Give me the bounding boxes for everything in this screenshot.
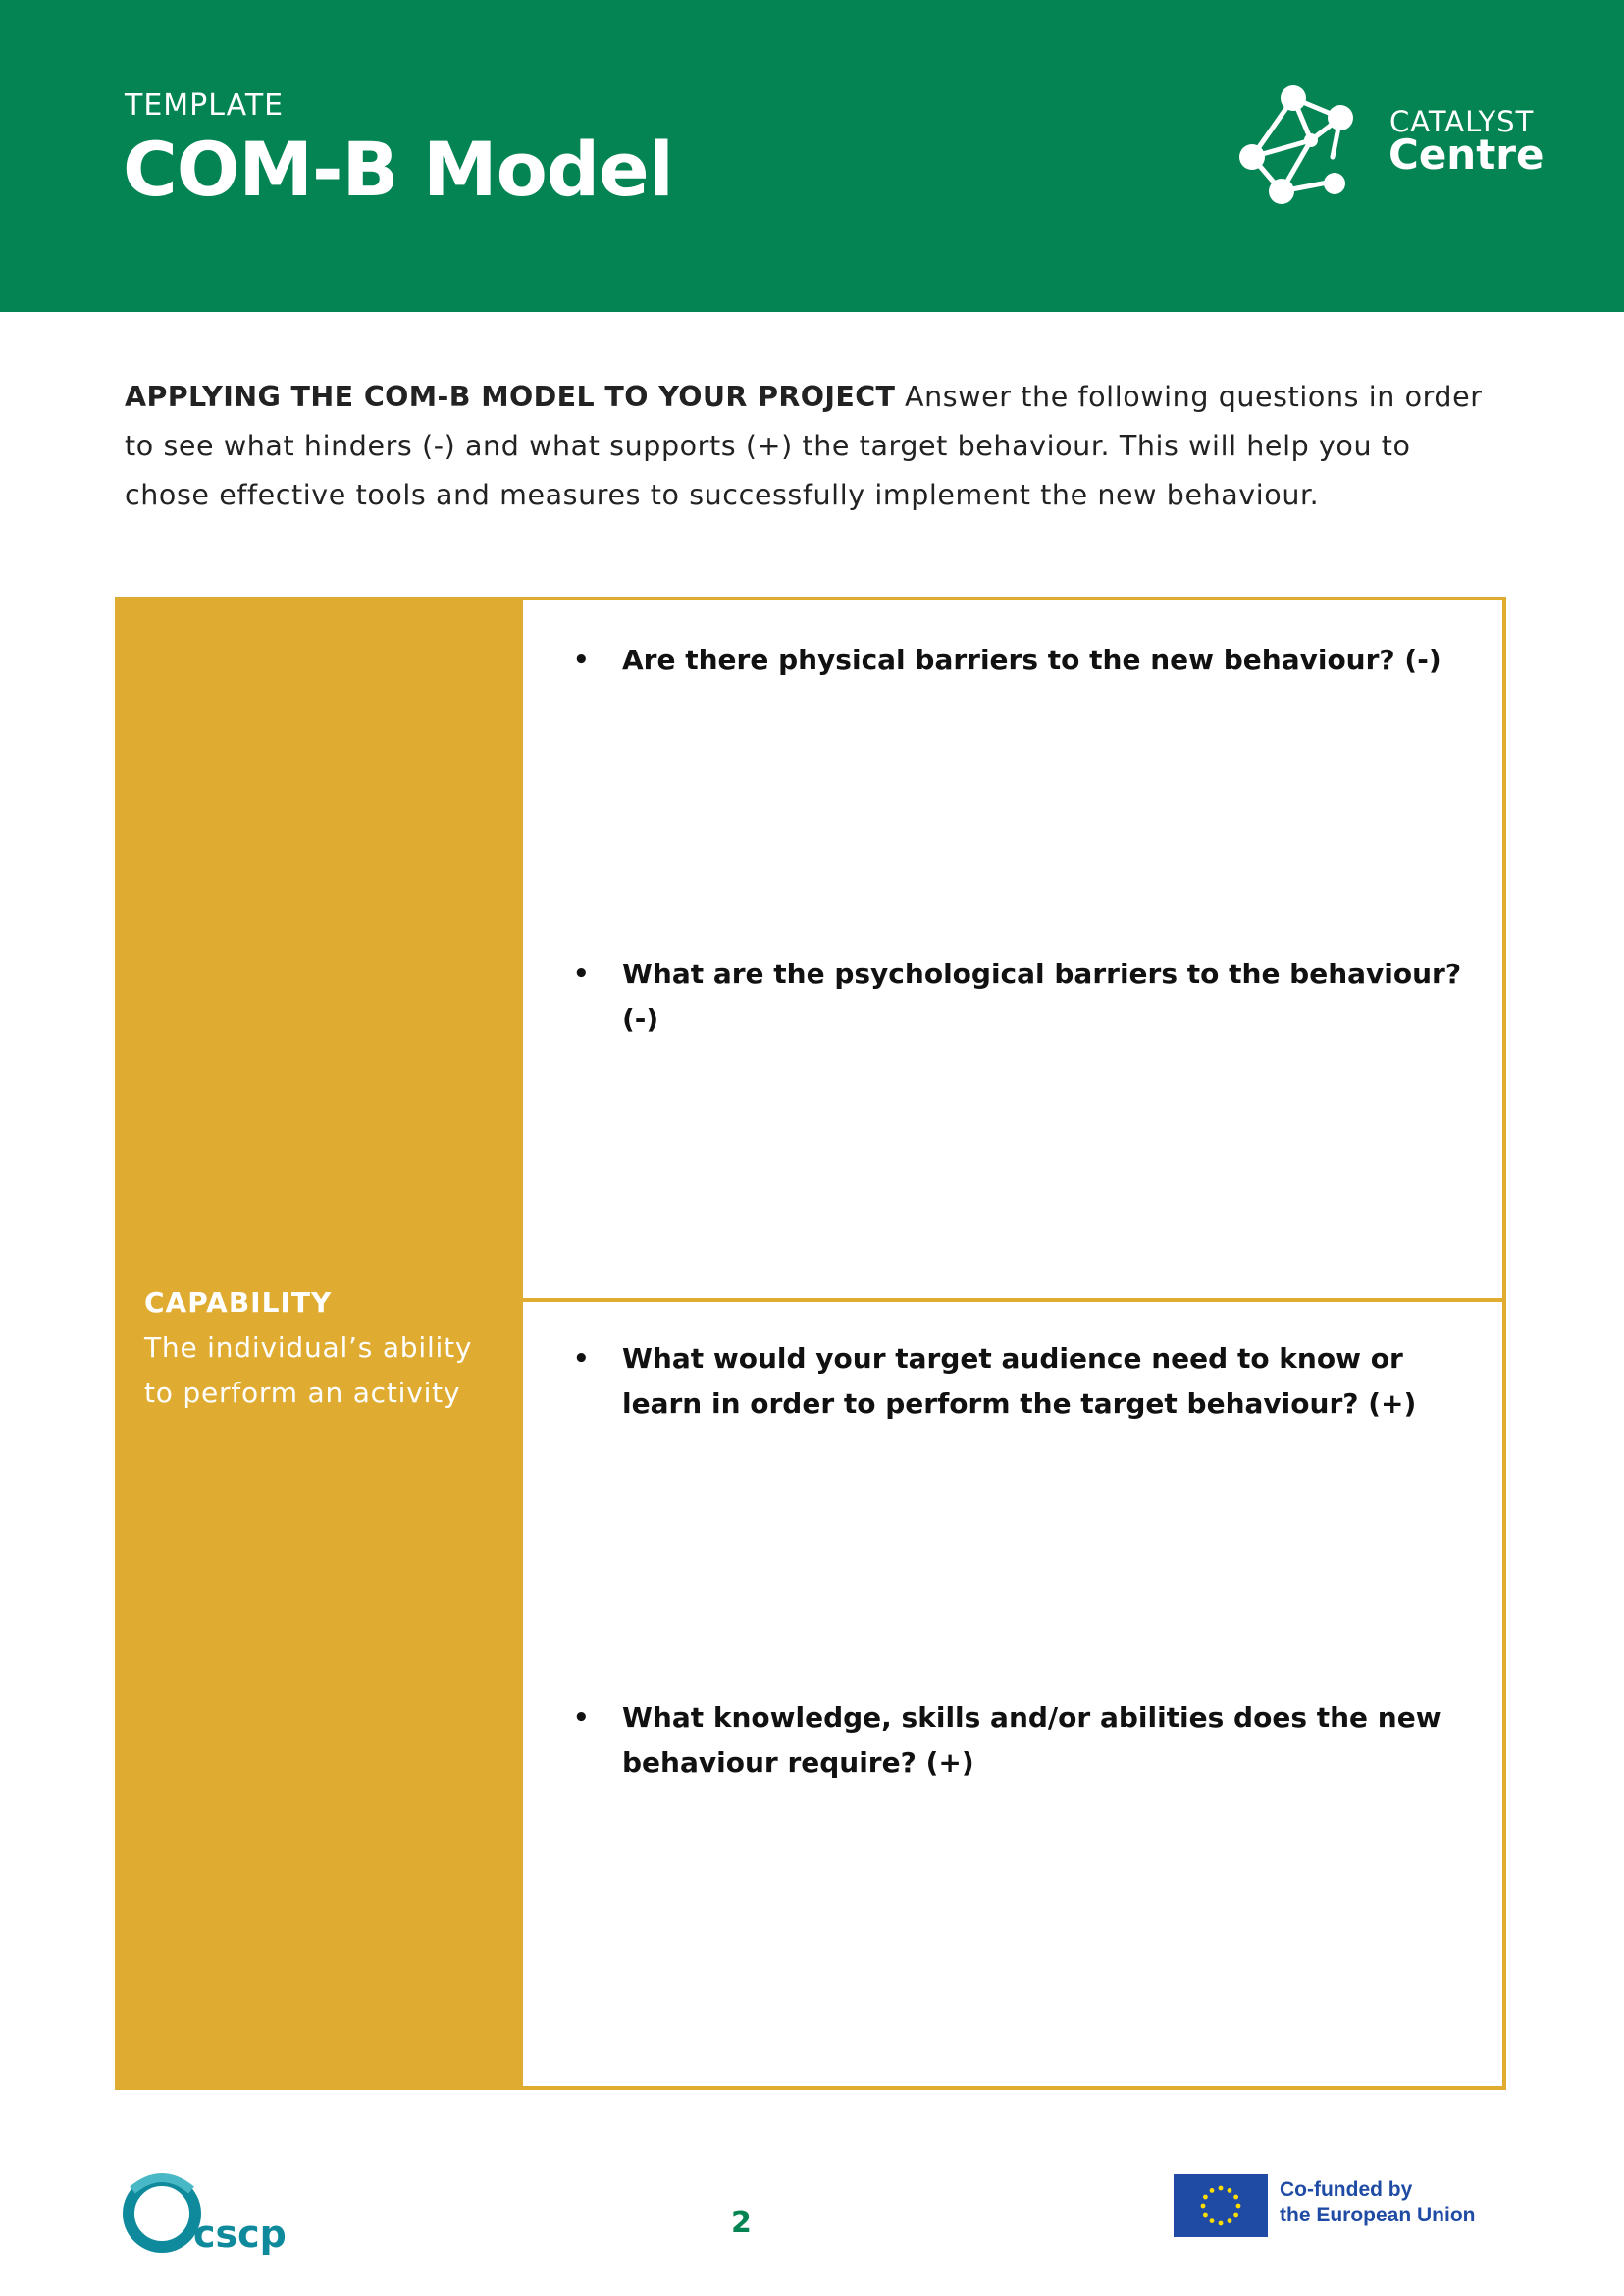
header-eyebrow: TEMPLATE [125,88,285,123]
logo-line-1: CATALYST [1389,105,1535,138]
network-molecule-icon [1225,74,1382,221]
question-text: What knowledge, skills and/or abilities does the new behaviour require? (+) [622,1701,1441,1779]
page-number: 2 [731,2206,752,2240]
capability-label [144,1280,472,1416]
intro-paragraph [125,373,1498,520]
question-text: What would your target audience need to know or learn in order to perform the target behaviour? (+) [622,1342,1417,1420]
capability-table [115,597,1506,2090]
row-divider [523,1298,1502,1302]
catalyst-centre-logo [1225,74,1545,221]
eu-flag-icon [1174,2174,1268,2237]
bullet-icon: • [573,1344,590,1374]
eu-cofunded-badge [1174,2174,1507,2239]
question-text: What are the psychological barriers to the behaviour? (-) [622,958,1462,1035]
question-item [573,952,1486,1042]
bullet-icon: • [573,646,590,675]
bullet-icon: • [573,960,590,989]
capability-side-panel [119,600,523,2086]
eu-text-line-1: Co-funded by [1280,2178,1413,2201]
logo-line-2: Centre [1388,130,1545,179]
intro-lead: APPLYING THE COM-B MODEL TO YOUR PROJECT [125,381,896,413]
svg-text:cscp: cscp [193,2213,287,2256]
question-text: Are there physical barriers to the new behaviour? (-) [622,644,1441,676]
page-title: COM-B Model [123,126,673,213]
cscp-logo [123,2170,289,2259]
question-item [573,1696,1486,1786]
bullet-icon: • [573,1703,590,1733]
section-title: CAPABILITY [144,1286,333,1319]
eu-text-line-2: the European Union [1280,2204,1476,2226]
question-item [573,638,1486,683]
page-header [0,0,1624,312]
section-subtitle-line-2: to perform an activity [144,1377,461,1409]
section-subtitle-line-1: The individual’s ability [144,1331,473,1364]
question-item [573,1336,1486,1427]
intro-body: Answer the following questions in order to see what hinders (-) and what supports (+) the target behaviour. This will help you to chose effective tools and measures to successfully implement the new behaviour. [125,381,1483,511]
